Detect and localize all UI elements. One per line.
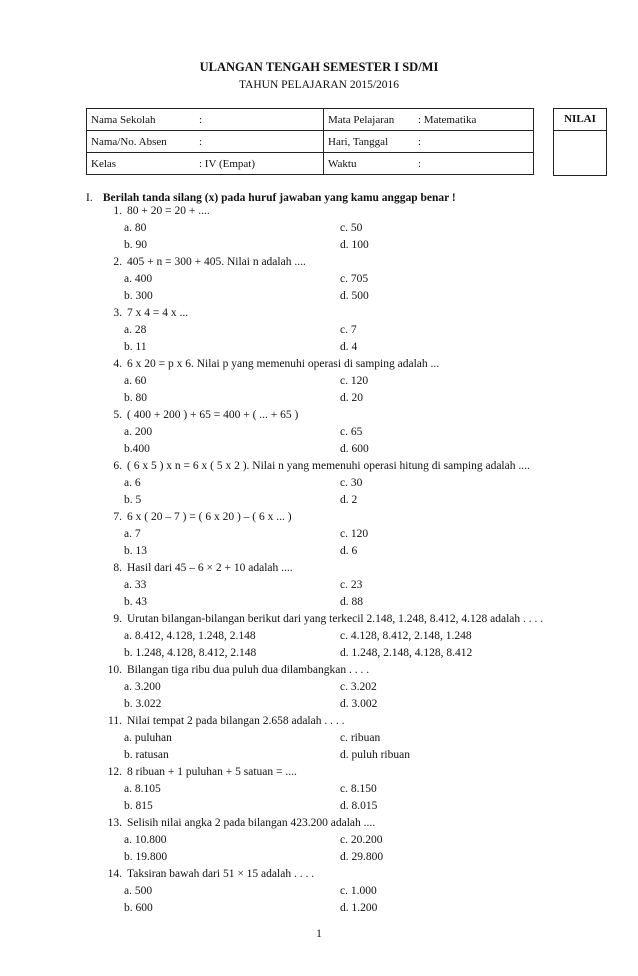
info-row: [87, 109, 534, 131]
option-c[interactable]: c. 120: [340, 375, 369, 387]
option-b[interactable]: b. 600: [124, 902, 153, 914]
option-b[interactable]: b. ratusan: [124, 749, 169, 761]
question-item: [0, 254, 638, 305]
option-c[interactable]: c. 8.150: [340, 783, 377, 795]
option-b[interactable]: b. 19.800: [124, 851, 168, 863]
exam-title: ULANGAN TENGAH SEMESTER I SD/MI: [199, 60, 439, 74]
option-a[interactable]: a. 60: [124, 375, 147, 387]
score-label: NILAI: [554, 109, 606, 131]
option-b[interactable]: b. 3.022: [124, 698, 162, 710]
info-row: [87, 131, 534, 153]
option-c[interactable]: c. 705: [340, 273, 369, 285]
info-label: Hari, Tanggal: [324, 131, 415, 153]
question-number: 7.: [113, 511, 122, 523]
question-stem: ( 400 + 200 ) + 65 = 400 + ( ... + 65 ): [127, 409, 299, 421]
option-c[interactable]: c. 1.000: [340, 885, 377, 897]
option-a[interactable]: a. 8.412, 4.128, 1.248, 2.148: [124, 630, 256, 642]
option-c[interactable]: c. 7: [340, 324, 357, 336]
option-c[interactable]: c. 50: [340, 222, 363, 234]
option-a[interactable]: a. 33: [124, 579, 147, 591]
question-item: [0, 509, 638, 560]
option-a[interactable]: a. 10.800: [124, 834, 167, 846]
option-d[interactable]: d. 100: [340, 239, 369, 251]
question-stem: Hasil dari 45 – 6 × 2 + 10 adalah ....: [127, 562, 293, 574]
option-d[interactable]: d. puluh ribuan: [340, 749, 410, 761]
option-c[interactable]: c. 65: [340, 426, 363, 438]
option-c[interactable]: c. 4.128, 8.412, 2.148, 1.248: [340, 630, 472, 642]
option-a[interactable]: a. 7: [124, 528, 141, 540]
question-item: [0, 458, 638, 509]
option-b[interactable]: b. 43: [124, 596, 147, 608]
question-number: 6.: [113, 460, 122, 472]
question-item: [0, 866, 638, 917]
question-item: [0, 662, 638, 713]
option-b[interactable]: b. 5: [124, 494, 142, 506]
question-number: 8.: [113, 562, 122, 574]
option-a[interactable]: a. 80: [124, 222, 147, 234]
info-value: : Matematika: [414, 109, 534, 131]
option-a[interactable]: a. 500: [124, 885, 153, 897]
question-item: [0, 764, 638, 815]
score-box: [553, 108, 607, 176]
option-c[interactable]: c. ribuan: [340, 732, 381, 744]
option-a[interactable]: a. 3.200: [124, 681, 161, 693]
question-stem: 6 x ( 20 – 7 ) = ( 6 x 20 ) – ( 6 x ... ): [127, 511, 292, 523]
option-d[interactable]: d. 500: [340, 290, 369, 302]
page-number: 1: [316, 928, 322, 940]
question-item: [0, 305, 638, 356]
option-b[interactable]: b. 90: [124, 239, 147, 251]
option-c[interactable]: c. 23: [340, 579, 363, 591]
info-label: Nama Sekolah: [87, 109, 196, 131]
question-item: [0, 407, 638, 458]
option-c[interactable]: c. 30: [340, 477, 363, 489]
question-item: [0, 560, 638, 611]
question-stem: 80 + 20 = 20 + ....: [127, 205, 210, 217]
option-d[interactable]: d. 6: [340, 545, 358, 557]
option-b[interactable]: b.400: [124, 443, 150, 455]
question-number: 10.: [107, 664, 122, 676]
question-item: [0, 203, 638, 254]
option-c[interactable]: c. 3.202: [340, 681, 377, 693]
question-item: [0, 356, 638, 407]
info-row: [87, 153, 534, 175]
question-stem: 405 + n = 300 + 405. Nilai n adalah ....: [127, 256, 306, 268]
instruction-text: Berilah tanda silang (x) pada huruf jawaban yang kamu anggap benar !: [102, 192, 456, 204]
info-value: :: [195, 131, 324, 153]
option-d[interactable]: d. 600: [340, 443, 369, 455]
question-number: 9.: [113, 613, 122, 625]
question-item: [0, 713, 638, 764]
option-d[interactable]: d. 88: [340, 596, 363, 608]
question-number: 14.: [107, 868, 122, 880]
option-a[interactable]: a. 400: [124, 273, 153, 285]
question-stem: 7 x 4 = 4 x ...: [127, 307, 189, 319]
info-label: Nama/No. Absen: [87, 131, 196, 153]
question-item: [0, 815, 638, 866]
option-b[interactable]: b. 1.248, 4.128, 8.412, 2.148: [124, 647, 257, 659]
option-d[interactable]: d. 8.015: [340, 800, 378, 812]
option-d[interactable]: d. 2: [340, 494, 358, 506]
option-d[interactable]: d. 3.002: [340, 698, 378, 710]
question-number: 11.: [108, 715, 122, 727]
question-number: 4.: [113, 358, 122, 370]
option-b[interactable]: b. 13: [124, 545, 147, 557]
option-a[interactable]: a. puluhan: [124, 732, 172, 744]
question-stem: Selisih nilai angka 2 pada bilangan 423.200 adalah ....: [127, 817, 376, 829]
info-value: :: [414, 153, 534, 175]
option-d[interactable]: d. 29.800: [340, 851, 384, 863]
question-stem: 8 ribuan + 1 puluhan + 5 satuan = ....: [127, 766, 297, 778]
option-c[interactable]: c. 120: [340, 528, 369, 540]
question-number: 12.: [107, 766, 122, 778]
option-b[interactable]: b. 80: [124, 392, 147, 404]
question-stem: Nilai tempat 2 pada bilangan 2.658 adalah . . . .: [127, 715, 345, 727]
option-a[interactable]: a. 6: [124, 477, 141, 489]
question-stem: Bilangan tiga ribu dua puluh dua dilambangkan . . . .: [127, 664, 370, 676]
student-info-table: [86, 108, 534, 175]
option-b[interactable]: b. 300: [124, 290, 153, 302]
option-d[interactable]: d. 4: [340, 341, 358, 353]
option-c[interactable]: c. 20.200: [340, 834, 383, 846]
option-b[interactable]: b. 815: [124, 800, 153, 812]
question-number: 5.: [113, 409, 122, 421]
info-label: Mata Pelajaran: [324, 109, 415, 131]
option-a[interactable]: a. 200: [124, 426, 153, 438]
question-stem: 6 x 20 = p x 6. Nilai p yang memenuhi operasi di samping adalah ...: [127, 358, 440, 370]
question-number: 3.: [113, 307, 122, 319]
question-number: 1.: [113, 205, 122, 217]
question-stem: ( 6 x 5 ) x n = 6 x ( 5 x 2 ). Nilai n yang memenuhi operasi hitung di samping adalah ....: [127, 460, 530, 472]
question-number: 2.: [113, 256, 122, 268]
question-item: [0, 611, 638, 662]
option-a[interactable]: a. 28: [124, 324, 147, 336]
question-number: 13.: [107, 817, 122, 829]
info-label: Kelas: [87, 153, 196, 175]
option-d[interactable]: d. 1.248, 2.148, 4.128, 8.412: [340, 647, 473, 659]
option-d[interactable]: d. 1.200: [340, 902, 378, 914]
exam-year: TAHUN PELAJARAN 2015/2016: [238, 79, 400, 91]
info-value: :: [195, 109, 324, 131]
option-d[interactable]: d. 20: [340, 392, 363, 404]
question-stem: Taksiran bawah dari 51 × 15 adalah . . . .: [127, 868, 315, 880]
option-b[interactable]: b. 11: [124, 341, 147, 353]
info-value: : IV (Empat): [195, 153, 324, 175]
question-list: [0, 203, 638, 917]
info-value: :: [414, 131, 534, 153]
question-stem: Urutan bilangan-bilangan berikut dari yang terkecil 2.148, 1.248, 8.412, 4.128 adalah . . . .: [127, 613, 544, 625]
section-numeral: I.: [86, 192, 93, 204]
info-label: Waktu: [324, 153, 415, 175]
option-a[interactable]: a. 8.105: [124, 783, 161, 795]
